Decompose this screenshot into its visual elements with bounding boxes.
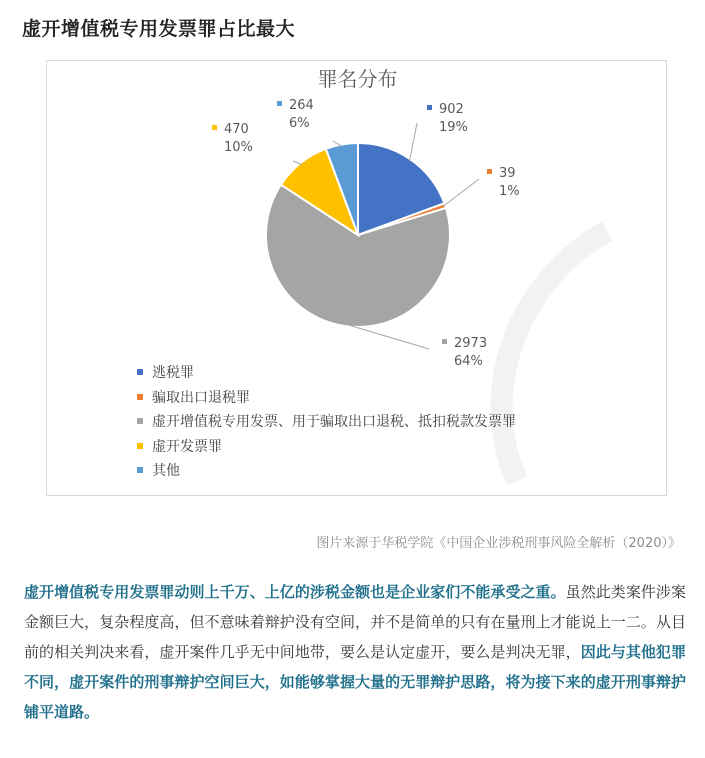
legend-item-0 bbox=[137, 361, 516, 386]
chart-title: 罪名分布 bbox=[317, 67, 398, 91]
data-label-3 bbox=[212, 121, 253, 157]
data-label-value: 470 bbox=[224, 122, 249, 137]
leader-line-2 bbox=[345, 324, 429, 349]
legend-item-3 bbox=[137, 435, 516, 460]
legend-swatch bbox=[137, 467, 143, 473]
legend-label: 逃税罪 bbox=[152, 365, 194, 381]
watermark-stroke bbox=[501, 231, 607, 481]
watermark bbox=[501, 231, 607, 481]
data-label-percent: 1% bbox=[499, 184, 520, 199]
paragraph-highlight-1: 虚开增值税专用发票罪动则上千万、上亿的涉税金额也是企业家们不能承受之重。 bbox=[24, 583, 566, 601]
legend-label: 虚开增值税专用发票、用于骗取出口退税、抵扣税款发票罪 bbox=[152, 414, 516, 430]
data-label-value: 2973 bbox=[454, 336, 488, 351]
data-label-0 bbox=[427, 101, 468, 137]
data-label-value: 39 bbox=[499, 166, 516, 181]
paragraph-body: 虽然此类案件涉案金额巨大，复杂程度高，但不意味着辩护没有空间，并不是简单的只有在量刑上才能说上一二。从目前的相关判决来看，虚开案件几乎无中间地带，要么是认定虚开，要么是判决无罪， bbox=[24, 583, 686, 661]
legend-item-2 bbox=[137, 410, 516, 435]
data-label-value: 902 bbox=[439, 102, 464, 117]
data-label-percent: 19% bbox=[439, 120, 468, 135]
legend-item-4 bbox=[137, 459, 516, 484]
legend-swatch bbox=[137, 369, 143, 375]
leader-line-0 bbox=[410, 123, 417, 161]
legend-label: 虚开发票罪 bbox=[152, 438, 222, 455]
legend-swatch bbox=[137, 394, 143, 400]
data-label-swatch bbox=[212, 125, 217, 130]
data-label-swatch bbox=[427, 105, 432, 110]
data-label-value: 264 bbox=[289, 98, 314, 113]
legend-swatch bbox=[137, 418, 143, 424]
chart-legend bbox=[137, 361, 516, 484]
data-label-percent: 64% bbox=[454, 354, 483, 369]
leader-line-1 bbox=[443, 179, 479, 206]
legend-label: 骗取出口退税罪 bbox=[152, 389, 250, 406]
article-heading: 虚开增值税专用发票罪占比最大 bbox=[22, 18, 296, 40]
data-label-swatch bbox=[442, 339, 447, 344]
legend-item-1 bbox=[137, 386, 516, 411]
data-label-4 bbox=[277, 97, 314, 133]
paragraph-highlight-2: 因此与其他犯罪不同，虚开案件的刑事辩护空间巨大，如能够掌握大量的无罪辩护思路，将为接下来的虚开刑事辩护铺平道路。 bbox=[24, 643, 686, 721]
legend-swatch bbox=[137, 443, 143, 449]
data-label-swatch bbox=[487, 169, 492, 174]
data-label-percent: 10% bbox=[224, 140, 253, 155]
data-label-1 bbox=[487, 165, 520, 201]
data-label-swatch bbox=[277, 101, 282, 106]
data-label-percent: 6% bbox=[289, 116, 310, 131]
article-paragraph bbox=[24, 577, 686, 727]
pie-chart-frame bbox=[46, 60, 667, 496]
legend-label: 其他 bbox=[152, 463, 180, 479]
image-caption: 图片来源于华税学院《中国企业涉税刑事风险全解析（2020）》 bbox=[316, 536, 681, 551]
